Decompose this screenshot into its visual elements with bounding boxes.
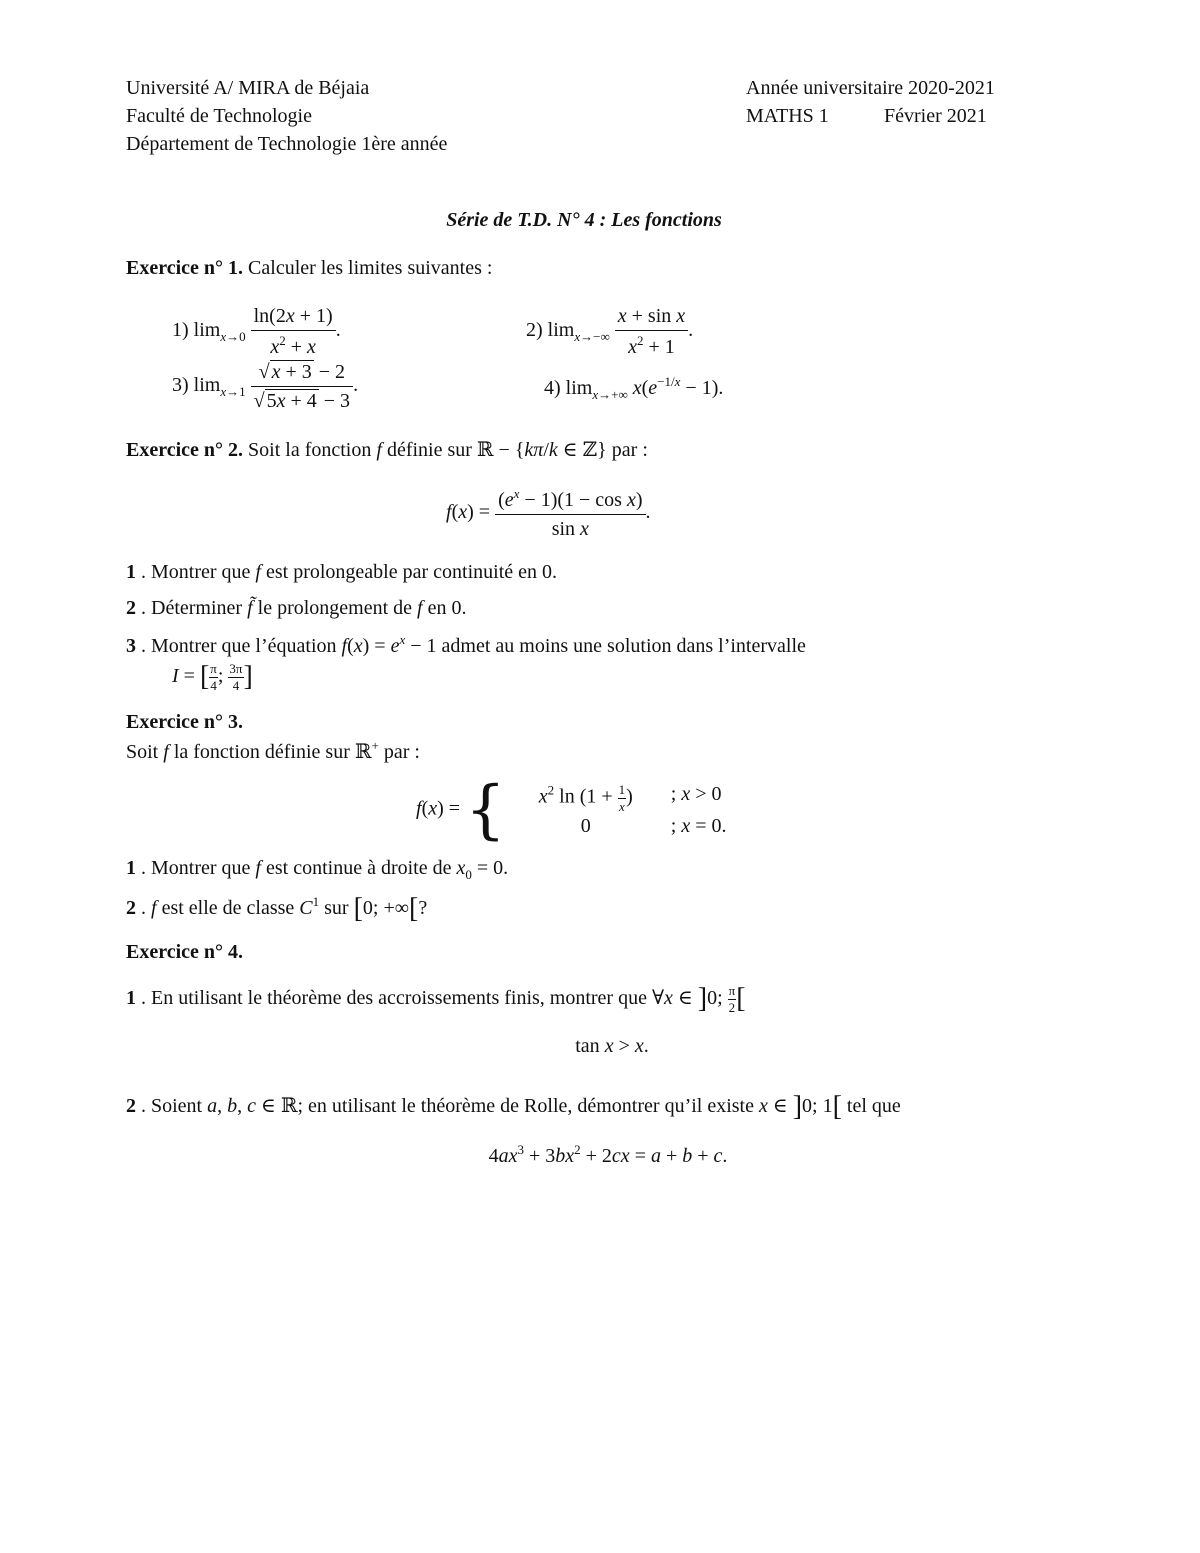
ex3-question-1: 1 . Montrer que f est continue à droite de $x_0 = 0$. <box>126 857 509 882</box>
exercise-4-label: Exercice n° 4. <box>126 941 244 963</box>
ex3-question-2: 2 . f est elle de classe $C^1$ sur [0; +∞[? <box>126 893 428 924</box>
faculty-name: Faculté de Technologie <box>126 105 312 127</box>
academic-year: Année universitaire 2020-2021 <box>746 77 995 99</box>
ex2-question-1: 1 . Montrer que f est prolongeable par continuité en 0. <box>126 561 557 583</box>
exercise-1-heading <box>126 256 492 280</box>
course-name: MATHS 1 <box>746 105 829 127</box>
ex4-inequality: tan x > x. <box>575 1035 649 1057</box>
exercise-2-heading: Exercice n° 2. Soit la fonction f définie sur ℝ − {kπ/k ∈ ℤ} par : <box>126 439 648 461</box>
ex3-function-definition: f(x) = { $x^2$ ln (1 + $\frac{1}{x}$ ) ; x > 0 0 ; x = 0. <box>416 773 727 847</box>
ex2-interval: I = [ $\frac{\pi}{4}$ ; $\frac{3\pi}{4}$ ] <box>172 661 253 693</box>
exercise-3-intro: Soit f la fonction définie sur ℝ+ par : <box>126 738 420 763</box>
limit-4: 4) $\lim_{x\to+\infty} x(e^{-1/x} - 1)$. <box>544 374 724 402</box>
exercise-3-label: Exercice n° 3. <box>126 711 244 733</box>
page-title: Série de T.D. N° 4 : Les fonctions <box>446 209 722 231</box>
ex4-equation: $4ax^3 + 3bx^2 + 2cx = a + b + c$. <box>488 1142 728 1167</box>
limit-3: 3) $\lim_{x\to 1}$ $\frac{√ x + 3 - 2}{√ 5x + 4 - 3}$ . <box>172 361 359 412</box>
ex2-question-3: 3 . Montrer que l’équation $f(x) = e^x - 1$ admet au moins une solution dans l’intervalle <box>126 632 806 657</box>
ex4-question-1: 1 . En utilisant le théorème des accroissements finis, montrer que ∀x ∈ ]0; $\frac{\pi}{2}$ [ <box>126 983 746 1015</box>
ex2-question-2: 2 . Déterminer f̃ le prolongement de f en 0. <box>126 597 467 619</box>
ex2-function-definition: f(x) = $\frac{(e^x - 1)(1 - \cos x)}{\text{sin x}}$ . <box>446 486 651 540</box>
university-name: Université A/ MIRA de Béjaia <box>126 77 370 99</box>
exercise-1-label: Exercice n° 1. <box>126 257 244 279</box>
ex4-question-2: 2 . Soient a, b, c ∈ ℝ; en utilisant le théorème de Rolle, démontrer qu’il existe x ∈ ]0; 1[ tel que <box>126 1091 901 1122</box>
exercise-1-intro: Calculer les limites suivantes : <box>248 257 493 279</box>
limit-1: 1) $\lim_{x\to 0}$ $\frac{\ln(2x + 1)}{x^2 + x}$ . <box>172 305 341 358</box>
department-name: Département de Technologie 1ère année <box>126 133 448 155</box>
limit-2: 2) $\lim_{x\to-\infty}$ $\frac{\text{x + sin x}}{x^2 + 1}$ . <box>526 305 694 358</box>
exercise-2-label: Exercice n° 2. <box>126 439 244 461</box>
exam-date: Février 2021 <box>884 105 987 127</box>
